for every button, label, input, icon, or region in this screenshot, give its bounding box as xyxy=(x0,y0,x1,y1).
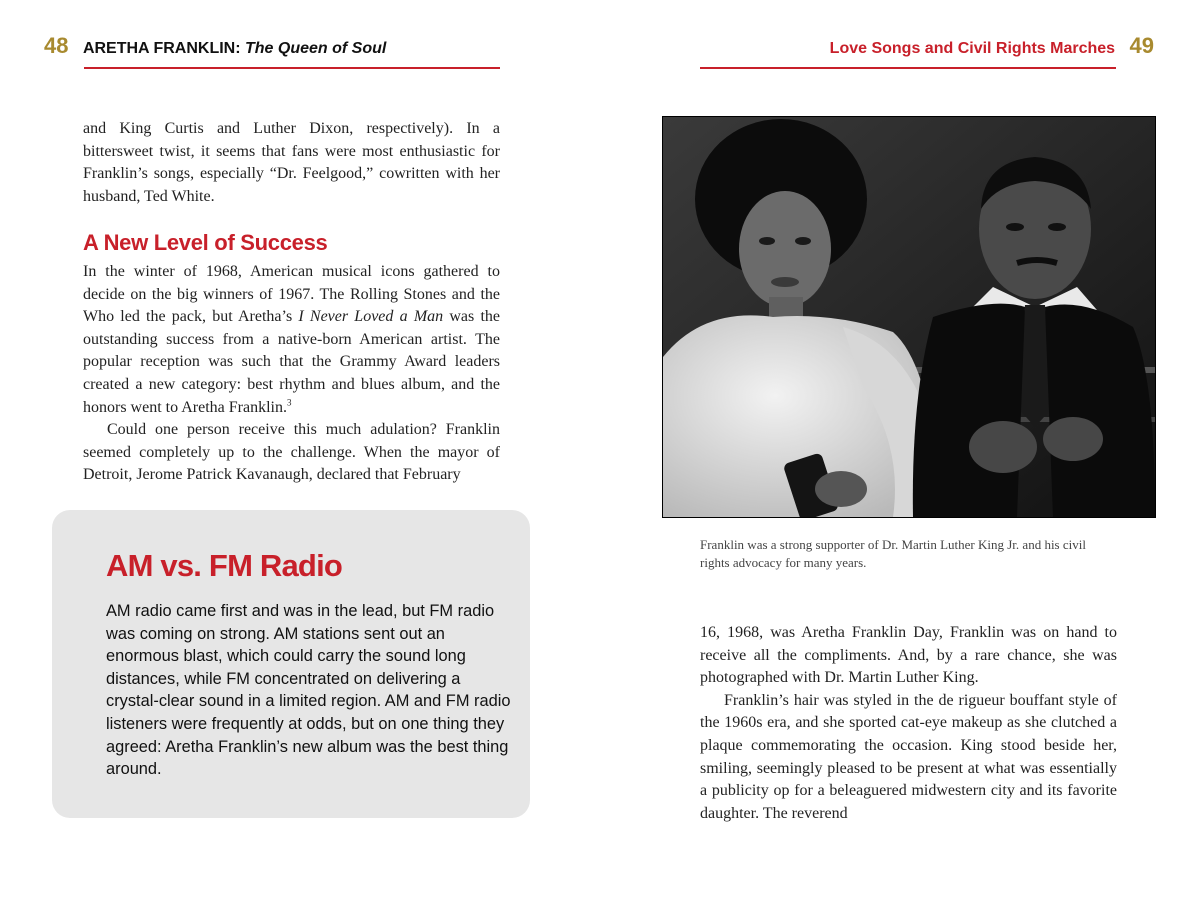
right-running-head xyxy=(830,33,1154,59)
left-running-head-sub: The Queen of Soul xyxy=(245,40,387,57)
right-running-head-title: Love Songs and Civil Rights Marches xyxy=(829,40,1116,57)
photo-illustration xyxy=(663,117,1155,517)
right-paragraph-1: 16, 1968, was Aretha Franklin Day, Franklin was on hand to receive all the compliments. And, by a rare chance, she was photographed with Dr. Martin Luther King. xyxy=(700,624,1117,687)
footnote-marker: 3 xyxy=(286,397,292,408)
sidebar-title: AM vs. FM Radio xyxy=(106,548,343,583)
album-title-italic: I Never Loved a Man xyxy=(298,308,444,326)
left-paragraph-2-text-a: In the winter of 1968, American musical icons gathered to decide on the big winners of 1967. The Rolling Stones and the Who led the pack, but Aretha’s xyxy=(83,262,500,326)
photo-franklin-and-king xyxy=(662,116,1156,518)
left-header-rule xyxy=(84,67,500,69)
left-running-head xyxy=(44,33,386,59)
photo-caption: Franklin was a strong supporter of Dr. Martin Luther King Jr. and his civil rights advocacy for many years. xyxy=(700,537,1086,570)
right-header-rule xyxy=(700,67,1116,69)
left-paragraph-2-text-b: was the outstanding success from a native-born American artist. The popular reception was such that the Grammy Award leaders created a new category: best rhythm and blues album, and the honors went to Aretha Franklin. xyxy=(83,308,500,416)
left-running-head-main: ARETHA FRANKLIN: xyxy=(82,40,241,57)
left-paragraph-1: and King Curtis and Luther Dixon, respectively). In a bittersweet twist, it seems that fans were most enthusiastic for Franklin’s songs, especially “Dr. Feelgood,” cowritten with her husband, Ted White. xyxy=(83,120,500,205)
right-paragraph-2: Franklin’s hair was styled in the de rigueur bouffant style of the 1960s era, and she sported cat-eye makeup as she clutched a plaque commemorating the occasion. King stood beside her, smiling, seemingly pleased to be present at what was essentially a publicity op for a beleaguered midwestern city and its favorite daughter. The reverend xyxy=(700,691,1117,822)
left-body-text xyxy=(83,118,500,487)
right-page-number: 49 xyxy=(1129,33,1154,58)
left-paragraph-2 xyxy=(83,261,500,419)
sidebar-box xyxy=(52,510,530,818)
left-paragraph-3: Could one person receive this much adulation? Franklin seemed completely up to the challenge. When the mayor of Detroit, Jerome Patrick Kavanaugh, declared that February xyxy=(83,421,500,484)
left-page-number: 48 xyxy=(44,33,69,58)
right-body-text xyxy=(700,622,1117,825)
sidebar-text: AM radio came first and was in the lead, but FM radio was coming on strong. AM stations sent out an enormous blast, which could carry the sound long distances, while FM concentrated on delivering a crystal-clear sound in a limited region. AM and FM radio listeners were frequently at odds, but on one thing they agreed: Aretha Franklin’s new album was the best thing around. xyxy=(106,602,511,779)
section-heading: A New Level of Success xyxy=(83,230,328,256)
